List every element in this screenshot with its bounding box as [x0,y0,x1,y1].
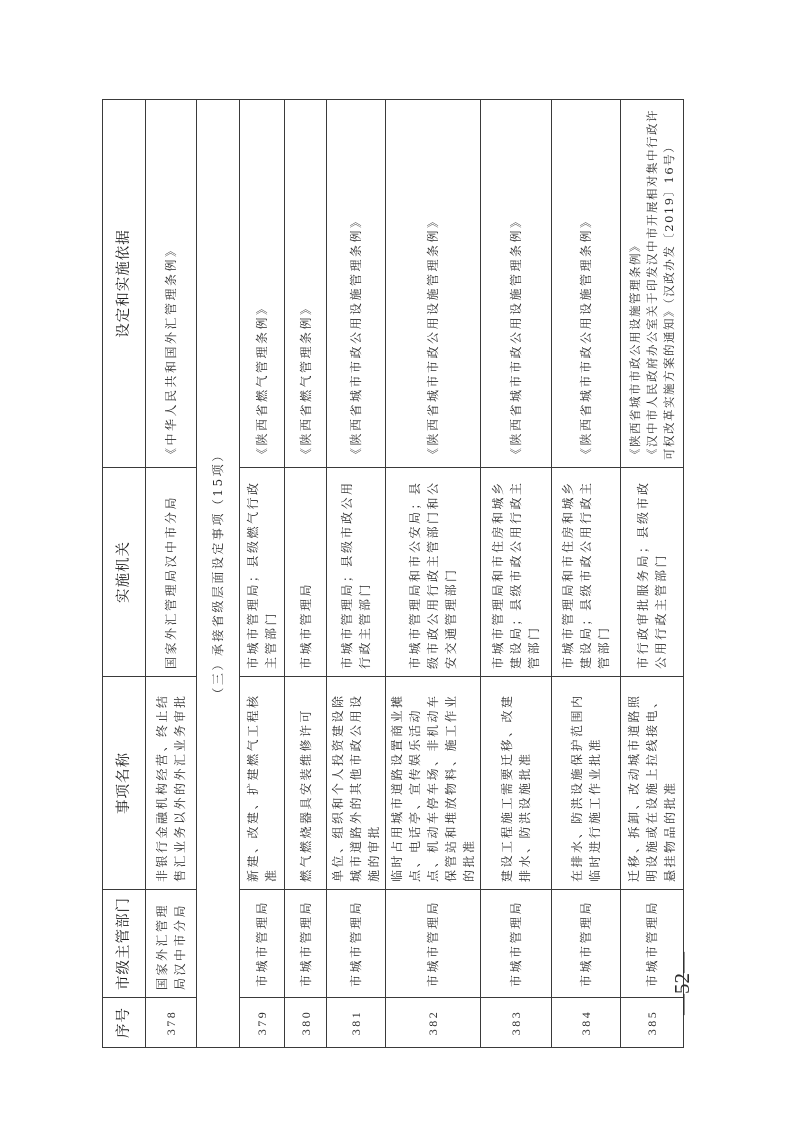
table-row [386,100,481,1048]
row-basis [386,100,481,468]
table-row [240,100,285,1048]
row-agency: 市行政审批服务局；县级市政公用行政主管部门 [621,468,684,677]
basis-line: 《陕西省燃气管理条例》 [255,300,269,460]
row-basis [621,100,684,468]
basis-line: 《陕西省城市市政公用设施管理条例》 [627,239,642,460]
row-item: 燃气燃烧器具安装维修许可 [285,677,327,890]
basis-line: 《中华人民共和国外汇管理条例》 [164,242,178,460]
basis-line: 《陕西省城市市政公用设施管理条例》 [509,213,523,460]
page-number: —52— [670,952,694,1015]
row-item: 新建、改建、扩建燃气工程核准 [240,677,285,890]
table-header-row [103,100,146,1048]
row-dept: 市城市管理局 [285,890,327,998]
basis-line: 《陕西省城市市政公用设施管理条例》 [426,213,440,460]
row-basis [552,100,621,468]
row-seq: 384 [552,998,621,1048]
row-seq: 378 [146,998,197,1048]
basis-line: 《陕西省城市市政公用设施管理条例》 [349,213,363,460]
rotated-page-content [102,100,677,1048]
header-basis: 设定和实施依据 [103,100,146,468]
row-agency: 国家外汇管理局汉中市分局 [146,468,197,677]
row-dept: 市城市管理局 [481,890,552,998]
table-row [285,100,327,1048]
table-row [327,100,386,1048]
basis-line: 《汉中市人民政府办公室关于印发汉中市开展相对集中行政许可权改革实施方案的通知》（汉政办发〔2019〕16号） [644,109,676,460]
table-row [621,100,684,1048]
row-seq: 379 [240,998,285,1048]
section-title: （三）承接省级层面设定事项（15项） [197,100,240,1048]
row-agency: 市城市管理局 [285,468,327,677]
row-agency: 市城市管理局；县级市政公用行政主管部门 [327,468,386,677]
row-basis [481,100,552,468]
header-seq: 序号 [103,998,146,1048]
header-dept: 市级主管部门 [103,890,146,998]
row-seq: 383 [481,998,552,1048]
section-row [197,100,240,1048]
row-item: 临时占用城市道路设置商业摊点、电话亭、宣传娱乐活动点、机动车停车场、非机动车保管站和堆放物料、施工作业的批准 [386,677,481,890]
approval-items-table [102,99,684,1048]
header-agency: 实施机关 [103,468,146,677]
row-item: 迁移、拆卸、改动城市道路照明设施或在设施上拉线接电、悬挂物品的批准 [621,677,684,890]
row-dept: 市城市管理局 [621,890,684,998]
table-row [146,100,197,1048]
row-dept: 市城市管理局 [327,890,386,998]
header-item: 事项名称 [103,677,146,890]
row-item: 非银行金融机构经营、终止结售汇业务以外的外汇业务审批 [146,677,197,890]
row-dept: 市城市管理局 [552,890,621,998]
row-basis [146,100,197,468]
row-basis [285,100,327,468]
row-seq: 385 [621,998,684,1048]
row-agency: 市城市管理局和市住房和城乡建设局；县级市政公用行政主管部门 [552,468,621,677]
row-item: 单位、组织和个人投资建设除城市道路外的其他市政公用设施的审批 [327,677,386,890]
row-basis [327,100,386,468]
row-item: 在排水、防洪设施保护范围内临时进行施工作业批准 [552,677,621,890]
row-basis [240,100,285,468]
basis-line: 《陕西省燃气管理条例》 [298,300,313,460]
table-row [552,100,621,1048]
row-seq: 381 [327,998,386,1048]
row-seq: 380 [285,998,327,1048]
table-row [481,100,552,1048]
row-dept: 市城市管理局 [386,890,481,998]
row-seq: 382 [386,998,481,1048]
row-agency: 市城市管理局和市公安局；县级市政公用行政主管部门和公安交通管理部门 [386,468,481,677]
row-dept: 国家外汇管理局汉中市分局 [146,890,197,998]
row-item: 建设工程施工需要迁移、改建排水、防洪设施批准 [481,677,552,890]
basis-line: 《陕西省城市市政公用设施管理条例》 [579,213,593,460]
row-agency: 市城市管理局；县级燃气行政主管部门 [240,468,285,677]
row-agency: 市城市管理局和市住房和城乡建设局；县级市政公用行政主管部门 [481,468,552,677]
row-dept: 市城市管理局 [240,890,285,998]
